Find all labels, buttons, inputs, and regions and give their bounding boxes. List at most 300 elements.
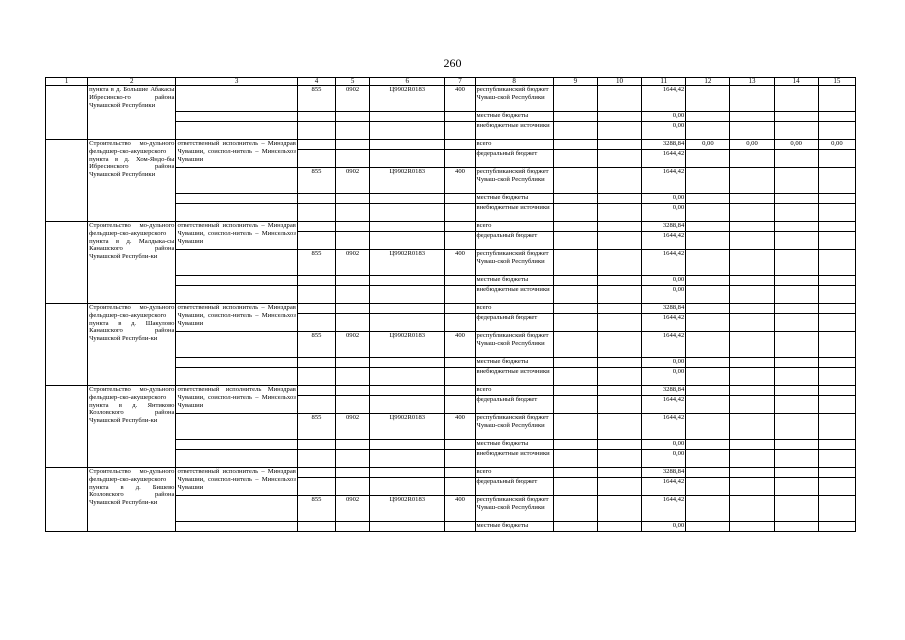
amount-cell: 1644,42: [642, 396, 686, 414]
column-number: 5: [336, 78, 370, 86]
amount-cell: [553, 396, 597, 414]
code-cell: [445, 286, 475, 304]
amount-cell: 1644,42: [642, 332, 686, 358]
amount-cell: [818, 112, 855, 122]
row-number-cell: [46, 304, 88, 386]
amount-cell: [774, 286, 818, 304]
amount-cell: [774, 332, 818, 358]
amount-cell: [774, 168, 818, 194]
amount-cell: [730, 414, 774, 440]
amount-cell: 0,00: [642, 122, 686, 140]
amount-cell: [730, 204, 774, 222]
row-number-cell: [46, 222, 88, 304]
code-cell: [336, 386, 370, 396]
amount-cell: [730, 368, 774, 386]
amount-cell: [686, 450, 730, 468]
code-cell: [445, 204, 475, 222]
amount-cell: [730, 440, 774, 450]
amount-cell: 3288,84: [642, 468, 686, 478]
amount-cell: [553, 276, 597, 286]
code-cell: [370, 386, 445, 396]
amount-cell: [818, 194, 855, 204]
amount-cell: [553, 522, 597, 532]
code-cell: Ц9902R0183: [370, 250, 445, 276]
code-cell: 855: [297, 168, 335, 194]
code-cell: [445, 396, 475, 414]
code-cell: [445, 150, 475, 168]
code-cell: [297, 286, 335, 304]
amount-cell: 1644,42: [642, 496, 686, 522]
code-cell: 0902: [336, 250, 370, 276]
amount-cell: 1644,42: [642, 478, 686, 496]
amount-cell: [818, 368, 855, 386]
amount-cell: [597, 368, 641, 386]
amount-cell: [818, 478, 855, 496]
code-cell: 400: [445, 496, 475, 522]
amount-cell: [553, 286, 597, 304]
amount-cell: [597, 314, 641, 332]
amount-cell: [818, 440, 855, 450]
funding-source-cell: всего: [475, 386, 553, 396]
funding-source-cell: внебюджетные источники: [475, 286, 553, 304]
code-cell: 0902: [336, 86, 370, 112]
amount-cell: [818, 204, 855, 222]
amount-cell: [597, 276, 641, 286]
code-cell: 400: [445, 86, 475, 112]
code-cell: [370, 112, 445, 122]
amount-cell: [553, 314, 597, 332]
amount-cell: [597, 414, 641, 440]
amount-cell: [686, 232, 730, 250]
amount-cell: [686, 250, 730, 276]
code-cell: [445, 222, 475, 232]
code-cell: 0902: [336, 414, 370, 440]
funding-source-cell: местные бюджеты: [475, 440, 553, 450]
code-cell: Ц9902R0183: [370, 414, 445, 440]
column-number: 1: [46, 78, 88, 86]
amount-cell: [597, 250, 641, 276]
executor-cell: [176, 358, 297, 368]
code-cell: [445, 232, 475, 250]
amount-cell: [774, 468, 818, 478]
code-cell: [336, 450, 370, 468]
column-number: 4: [297, 78, 335, 86]
amount-cell: 0,00: [642, 194, 686, 204]
amount-cell: [686, 358, 730, 368]
amount-cell: [597, 122, 641, 140]
amount-cell: [774, 150, 818, 168]
funding-source-cell: всего: [475, 222, 553, 232]
code-cell: [297, 468, 335, 478]
code-cell: [297, 358, 335, 368]
amount-cell: [686, 304, 730, 314]
budget-table: [45, 77, 856, 532]
amount-cell: [597, 86, 641, 112]
amount-cell: 0,00: [686, 140, 730, 150]
column-number: 10: [597, 78, 641, 86]
code-cell: [370, 232, 445, 250]
funding-source-cell: республиканский бюджет Чуваш-ской Республики: [475, 250, 553, 276]
executor-cell: [176, 276, 297, 286]
amount-cell: [818, 396, 855, 414]
funding-source-cell: местные бюджеты: [475, 522, 553, 532]
executor-cell: [176, 368, 297, 386]
code-cell: [297, 478, 335, 496]
column-number: 2: [88, 78, 176, 86]
executor-cell: [176, 286, 297, 304]
amount-cell: 1644,42: [642, 314, 686, 332]
funding-source-cell: внебюджетные источники: [475, 122, 553, 140]
amount-cell: [686, 522, 730, 532]
code-cell: [445, 478, 475, 496]
amount-cell: [818, 522, 855, 532]
column-number-row: [46, 78, 856, 86]
code-cell: [445, 358, 475, 368]
table-row: [46, 386, 856, 396]
object-name: Строительство мо-дульного фельдшер-ско-акушерского пункта в д. Хом-Яндо-бы Ибресинского района Чувашской Республики: [89, 140, 175, 179]
amount-cell: 0,00: [642, 204, 686, 222]
funding-source-cell: федеральный бюджет: [475, 478, 553, 496]
amount-cell: [774, 122, 818, 140]
executor-cell: [176, 332, 297, 358]
amount-cell: [553, 204, 597, 222]
code-cell: 855: [297, 496, 335, 522]
amount-cell: [686, 86, 730, 112]
amount-cell: [597, 112, 641, 122]
funding-source-cell: местные бюджеты: [475, 112, 553, 122]
amount-cell: [774, 86, 818, 112]
amount-cell: [553, 222, 597, 232]
amount-cell: [553, 250, 597, 276]
amount-cell: [686, 204, 730, 222]
code-cell: [445, 450, 475, 468]
amount-cell: [686, 478, 730, 496]
amount-cell: [553, 440, 597, 450]
amount-cell: [774, 414, 818, 440]
code-cell: [370, 314, 445, 332]
code-cell: [297, 140, 335, 150]
amount-cell: [553, 450, 597, 468]
code-cell: [445, 314, 475, 332]
amount-cell: [553, 232, 597, 250]
funding-source-cell: республиканский бюджет Чуваш-ской Республики: [475, 332, 553, 358]
code-cell: [297, 112, 335, 122]
amount-cell: [597, 222, 641, 232]
executor-cell: [176, 122, 297, 140]
amount-cell: [774, 232, 818, 250]
code-cell: [445, 304, 475, 314]
amount-cell: [730, 450, 774, 468]
amount-cell: 0,00: [730, 140, 774, 150]
amount-cell: 0,00: [642, 286, 686, 304]
amount-cell: [818, 222, 855, 232]
amount-cell: 0,00: [642, 450, 686, 468]
code-cell: [370, 450, 445, 468]
amount-cell: [818, 468, 855, 478]
amount-cell: [686, 332, 730, 358]
executor-cell: [176, 140, 297, 168]
code-cell: [370, 468, 445, 478]
code-cell: Ц9902R0183: [370, 332, 445, 358]
table-row: [46, 304, 856, 314]
executor-cell: [176, 250, 297, 276]
code-cell: [370, 368, 445, 386]
amount-cell: [597, 194, 641, 204]
amount-cell: [597, 232, 641, 250]
object-name: пункта в д. Большие Абакасы Ибресинско-го района Чувашской Республики: [89, 86, 175, 109]
code-cell: [445, 468, 475, 478]
object-name-cell: [88, 386, 176, 468]
amount-cell: [686, 150, 730, 168]
executor-cell: [176, 440, 297, 450]
code-cell: 855: [297, 332, 335, 358]
amount-cell: [818, 496, 855, 522]
amount-cell: 1644,42: [642, 232, 686, 250]
executor-cell: [176, 386, 297, 414]
code-cell: [336, 232, 370, 250]
amount-cell: [818, 122, 855, 140]
funding-source-cell: местные бюджеты: [475, 276, 553, 286]
code-cell: [297, 276, 335, 286]
executor-text: ответственный исполнитель – Минздрав Чувашии, соиспол-нитель – Минсельхоз Чувашии: [177, 222, 296, 245]
amount-cell: 1644,42: [642, 168, 686, 194]
amount-cell: [818, 332, 855, 358]
amount-cell: [730, 276, 774, 286]
table-row: [46, 86, 856, 112]
executor-cell: [176, 112, 297, 122]
amount-cell: 1644,42: [642, 414, 686, 440]
code-cell: [336, 478, 370, 496]
column-number: 6: [370, 78, 445, 86]
amount-cell: [818, 358, 855, 368]
executor-cell: [176, 496, 297, 522]
funding-source-cell: всего: [475, 304, 553, 314]
funding-source-cell: федеральный бюджет: [475, 314, 553, 332]
code-cell: [297, 386, 335, 396]
amount-cell: 1644,42: [642, 250, 686, 276]
amount-cell: [730, 250, 774, 276]
code-cell: [336, 194, 370, 204]
code-cell: [445, 440, 475, 450]
amount-cell: [818, 304, 855, 314]
amount-cell: [553, 304, 597, 314]
funding-source-cell: внебюджетные источники: [475, 204, 553, 222]
funding-source-cell: федеральный бюджет: [475, 232, 553, 250]
funding-source-cell: внебюджетные источники: [475, 368, 553, 386]
amount-cell: [597, 286, 641, 304]
code-cell: [336, 276, 370, 286]
amount-cell: [730, 522, 774, 532]
amount-cell: [730, 396, 774, 414]
amount-cell: [774, 386, 818, 396]
code-cell: [445, 112, 475, 122]
amount-cell: [686, 168, 730, 194]
code-cell: [297, 314, 335, 332]
executor-cell: [176, 168, 297, 194]
code-cell: [297, 450, 335, 468]
amount-cell: [774, 358, 818, 368]
amount-cell: [774, 112, 818, 122]
amount-cell: [730, 112, 774, 122]
amount-cell: [818, 86, 855, 112]
amount-cell: [686, 440, 730, 450]
amount-cell: [730, 286, 774, 304]
code-cell: [297, 204, 335, 222]
funding-source-cell: местные бюджеты: [475, 194, 553, 204]
code-cell: [370, 522, 445, 532]
amount-cell: [553, 414, 597, 440]
code-cell: [336, 286, 370, 304]
amount-cell: 0,00: [642, 276, 686, 286]
amount-cell: [597, 440, 641, 450]
amount-cell: [818, 386, 855, 396]
amount-cell: [818, 286, 855, 304]
amount-cell: 3288,84: [642, 304, 686, 314]
code-cell: [445, 386, 475, 396]
code-cell: 400: [445, 250, 475, 276]
amount-cell: [818, 450, 855, 468]
amount-cell: [774, 276, 818, 286]
amount-cell: [597, 496, 641, 522]
amount-cell: [686, 396, 730, 414]
code-cell: [370, 440, 445, 450]
amount-cell: [730, 194, 774, 204]
amount-cell: [553, 468, 597, 478]
amount-cell: 0,00: [818, 140, 855, 150]
amount-cell: [730, 314, 774, 332]
amount-cell: [553, 332, 597, 358]
object-name-cell: [88, 222, 176, 304]
code-cell: [370, 150, 445, 168]
amount-cell: [686, 414, 730, 440]
amount-cell: [730, 332, 774, 358]
code-cell: 0902: [336, 496, 370, 522]
code-cell: [370, 358, 445, 368]
amount-cell: [597, 304, 641, 314]
code-cell: 400: [445, 332, 475, 358]
code-cell: [370, 478, 445, 496]
funding-source-cell: республиканский бюджет Чуваш-ской Республики: [475, 496, 553, 522]
object-name-cell: [88, 86, 176, 140]
amount-cell: [553, 150, 597, 168]
row-number-cell: [46, 468, 88, 532]
code-cell: 855: [297, 414, 335, 440]
amount-cell: [597, 522, 641, 532]
amount-cell: [553, 112, 597, 122]
code-cell: [297, 522, 335, 532]
amount-cell: [553, 194, 597, 204]
executor-cell: [176, 304, 297, 332]
code-cell: [370, 222, 445, 232]
amount-cell: [686, 286, 730, 304]
code-cell: [297, 232, 335, 250]
executor-text: ответственный исполнитель – Минздрав Чувашии, соиспол-нитель – Минсельхоз Чувашии: [177, 468, 296, 491]
amount-cell: [730, 86, 774, 112]
amount-cell: [686, 368, 730, 386]
amount-cell: [774, 522, 818, 532]
amount-cell: 0,00: [642, 522, 686, 532]
amount-cell: [553, 368, 597, 386]
funding-source-cell: всего: [475, 468, 553, 478]
amount-cell: [553, 168, 597, 194]
amount-cell: [774, 250, 818, 276]
row-number-cell: [46, 386, 88, 468]
code-cell: [336, 314, 370, 332]
amount-cell: [553, 122, 597, 140]
amount-cell: [818, 414, 855, 440]
amount-cell: [774, 304, 818, 314]
amount-cell: [730, 304, 774, 314]
amount-cell: [597, 204, 641, 222]
amount-cell: [774, 496, 818, 522]
code-cell: [370, 122, 445, 140]
funding-source-cell: республиканский бюджет Чуваш-ской Республики: [475, 414, 553, 440]
amount-cell: [553, 386, 597, 396]
code-cell: [336, 522, 370, 532]
page-number: 260: [443, 56, 462, 70]
code-cell: [336, 140, 370, 150]
executor-cell: [176, 468, 297, 496]
code-cell: Ц9902R0183: [370, 496, 445, 522]
amount-cell: [774, 222, 818, 232]
row-number-cell: [46, 140, 88, 222]
amount-cell: [553, 358, 597, 368]
amount-cell: [686, 468, 730, 478]
executor-cell: [176, 204, 297, 222]
amount-cell: 0,00: [642, 440, 686, 450]
amount-cell: [597, 386, 641, 396]
object-name: Строительство мо-дульного фельдшер-ско-акушерского пункта в д. Шакулово Канашского района Чувашской Республи-ки: [89, 304, 175, 343]
column-number: 3: [176, 78, 297, 86]
object-name: Строительство мо-дульного фельдшер-ско-акушерского пункта в д. Бишево Козловского района Чувашской Республи-ки: [89, 468, 175, 507]
code-cell: [336, 112, 370, 122]
column-number: 15: [818, 78, 855, 86]
amount-cell: [818, 276, 855, 286]
amount-cell: [553, 86, 597, 112]
amount-cell: [553, 478, 597, 496]
executor-cell: [176, 450, 297, 468]
amount-cell: [597, 450, 641, 468]
amount-cell: 0,00: [774, 140, 818, 150]
amount-cell: [597, 150, 641, 168]
funding-source-cell: федеральный бюджет: [475, 396, 553, 414]
code-cell: [297, 150, 335, 168]
code-cell: [297, 396, 335, 414]
code-cell: [336, 150, 370, 168]
executor-cell: [176, 86, 297, 112]
code-cell: 855: [297, 250, 335, 276]
column-number: 7: [445, 78, 475, 86]
code-cell: Ц9902R0183: [370, 86, 445, 112]
code-cell: [370, 276, 445, 286]
amount-cell: [730, 150, 774, 168]
amount-cell: [730, 122, 774, 140]
object-name-cell: [88, 140, 176, 222]
code-cell: [370, 286, 445, 304]
amount-cell: 0,00: [642, 358, 686, 368]
amount-cell: [686, 314, 730, 332]
amount-cell: [730, 478, 774, 496]
amount-cell: 1644,42: [642, 150, 686, 168]
code-cell: [297, 440, 335, 450]
code-cell: [445, 368, 475, 386]
code-cell: [370, 140, 445, 150]
executor-text: ответственный исполнитель – Минздрав Чувашии, соиспол-нитель – Минсельхоз Чувашии: [177, 140, 296, 163]
amount-cell: 0,00: [642, 368, 686, 386]
object-name: Строительство мо-дульного фельдшер-ско-акушерского пункта в д. Малдыка-сы Канашского района Чувашской Республи-ки: [89, 222, 175, 261]
code-cell: [297, 122, 335, 140]
code-cell: 855: [297, 86, 335, 112]
